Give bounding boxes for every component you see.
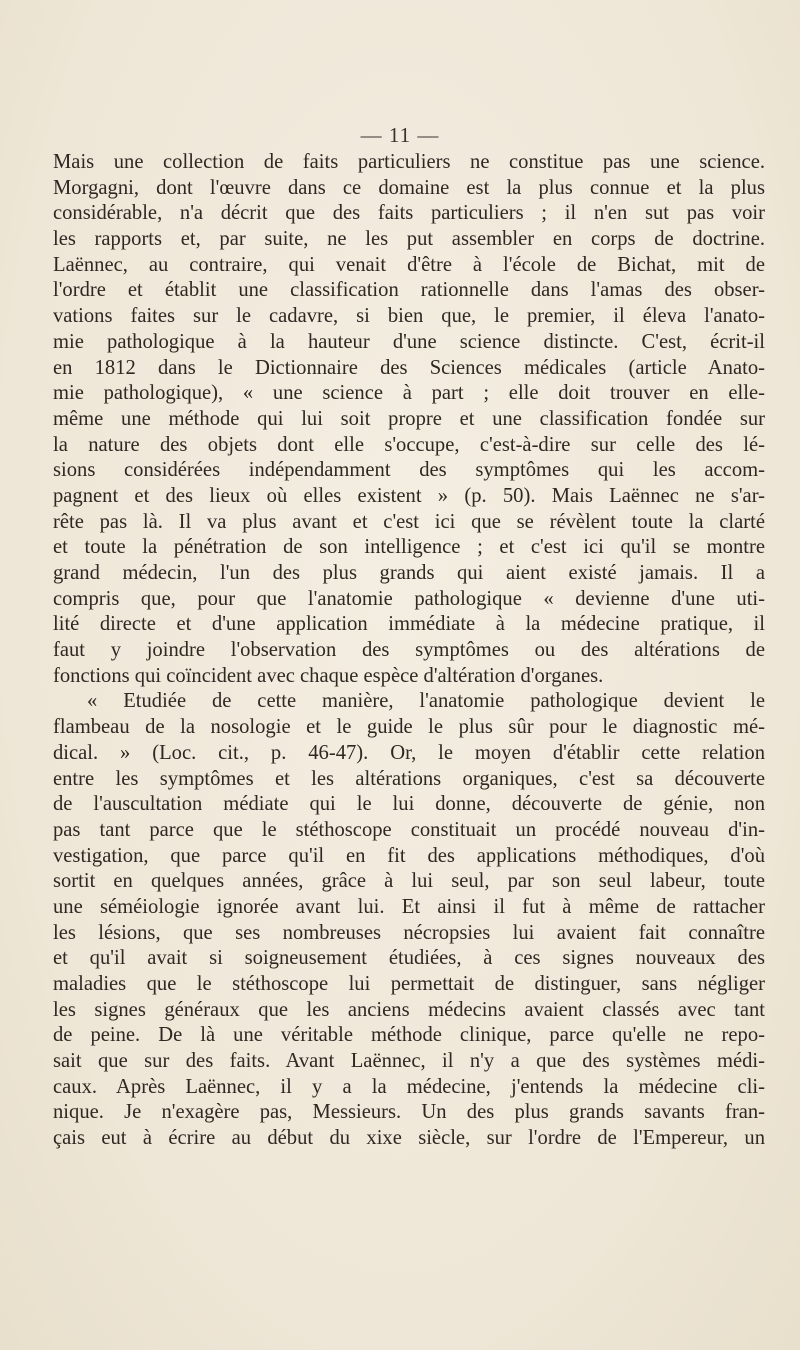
text-line: mie pathologique à la hauteur d'une science distincte. C'est, écrit-il: [53, 330, 765, 353]
text-line: vations faites sur le cadavre, si bien que, le premier, il éleva l'anato-: [53, 305, 765, 328]
text-line: caux. Après Laënnec, il y a la médecine, j'entends la médecine cli-: [53, 1075, 765, 1098]
body-text: [53, 150, 765, 1152]
text-line: sortit en quelques années, grâce à lui seul, par son seul labeur, toute: [53, 870, 765, 893]
text-line: nique. Je n'exagère pas, Messieurs. Un des plus grands savants fran-: [53, 1101, 765, 1124]
page-number: — 11 —: [360, 123, 440, 147]
text-line: de peine. De là une véritable méthode clinique, parce qu'elle ne repo-: [53, 1024, 765, 1047]
text-line: dical. » (Loc. cit., p. 46-47). Or, le moyen d'établir cette relation: [53, 741, 765, 764]
text-line: pas tant parce que le stéthoscope constituait un procédé nouveau d'in-: [53, 818, 765, 841]
text-line: flambeau de la nosologie et le guide le plus sûr pour le diagnostic mé-: [53, 716, 765, 739]
text-line: sions considérées indépendamment des symptômes qui les accom-: [53, 459, 765, 482]
text-line: les lésions, que ses nombreuses nécropsies lui avaient fait connaître: [53, 921, 765, 944]
text-line: fonctions qui coïncident avec chaque espèce d'altération d'organes.: [53, 664, 604, 687]
text-line: faut y joindre l'observation des symptômes ou des altérations de: [53, 639, 765, 662]
text-line: en 1812 dans le Dictionnaire des Sciences médicales (article Anato-: [53, 356, 765, 379]
text-line: mie pathologique), « une science à part ; elle doit trouver en elle-: [53, 382, 765, 405]
text-line: et toute la pénétration de son intelligence ; et c'est ici qu'il se montre: [53, 536, 765, 559]
text-line: considérable, n'a décrit que des faits particuliers ; il n'en sut pas voir: [53, 202, 765, 225]
text-line: compris que, pour que l'anatomie pathologique « devienne d'une uti-: [53, 587, 765, 610]
text-line: de l'auscultation médiate qui le lui donne, découverte de génie, non: [53, 793, 765, 816]
text-line: rête pas là. Il va plus avant et c'est ici que se révèlent toute la clarté: [53, 510, 765, 533]
text-line: pagnent et des lieux où elles existent » (p. 50). Mais Laënnec ne s'ar-: [53, 484, 765, 507]
text-line: Morgagni, dont l'œuvre dans ce domaine est la plus connue et la plus: [53, 176, 765, 199]
text-line: les rapports et, par suite, ne les put assembler en corps de doctrine.: [53, 228, 765, 251]
text-line: même une méthode qui lui soit propre et une classification fondée sur: [53, 407, 765, 430]
text-line: sait que sur des faits. Avant Laënnec, il n'y a que des systèmes médi-: [53, 1050, 765, 1073]
text-line: l'ordre et établit une classification rationnelle dans l'amas des obser-: [53, 279, 765, 302]
text-line: vestigation, que parce qu'il en fit des applications méthodiques, d'où: [53, 844, 765, 867]
text-line: les signes généraux que les anciens médecins avaient classés avec tant: [53, 998, 765, 1021]
text-line: grand médecin, l'un des plus grands qui aient existé jamais. Il a: [53, 562, 765, 584]
text-line: la nature des objets dont elle s'occupe, c'est-à-dire sur celle des lé-: [53, 433, 765, 456]
text-line: et qu'il avait si soigneusement étudiées, à ces signes nouveaux des: [53, 947, 765, 970]
text-line: maladies que le stéthoscope lui permettait de distinguer, sans négliger: [53, 973, 765, 995]
text-line: çais eut à écrire au début du xixe siècle, sur l'ordre de l'Empereur, un: [53, 1127, 765, 1150]
text-line: Laënnec, au contraire, qui venait d'être à l'école de Bichat, mit de: [53, 253, 765, 276]
text-line: lité directe et d'une application immédiate à la médecine pratique, il: [53, 613, 765, 636]
text-line: entre les symptômes et les altérations organiques, c'est sa découverte: [53, 767, 765, 790]
text-line: Mais une collection de faits particuliers ne constitue pas une science.: [53, 151, 765, 173]
text-line: une séméiologie ignorée avant lui. Et ainsi il fut à même de rattacher: [53, 895, 765, 918]
text-line: « Etudiée de cette manière, l'anatomie pathologique devient le: [87, 690, 765, 713]
